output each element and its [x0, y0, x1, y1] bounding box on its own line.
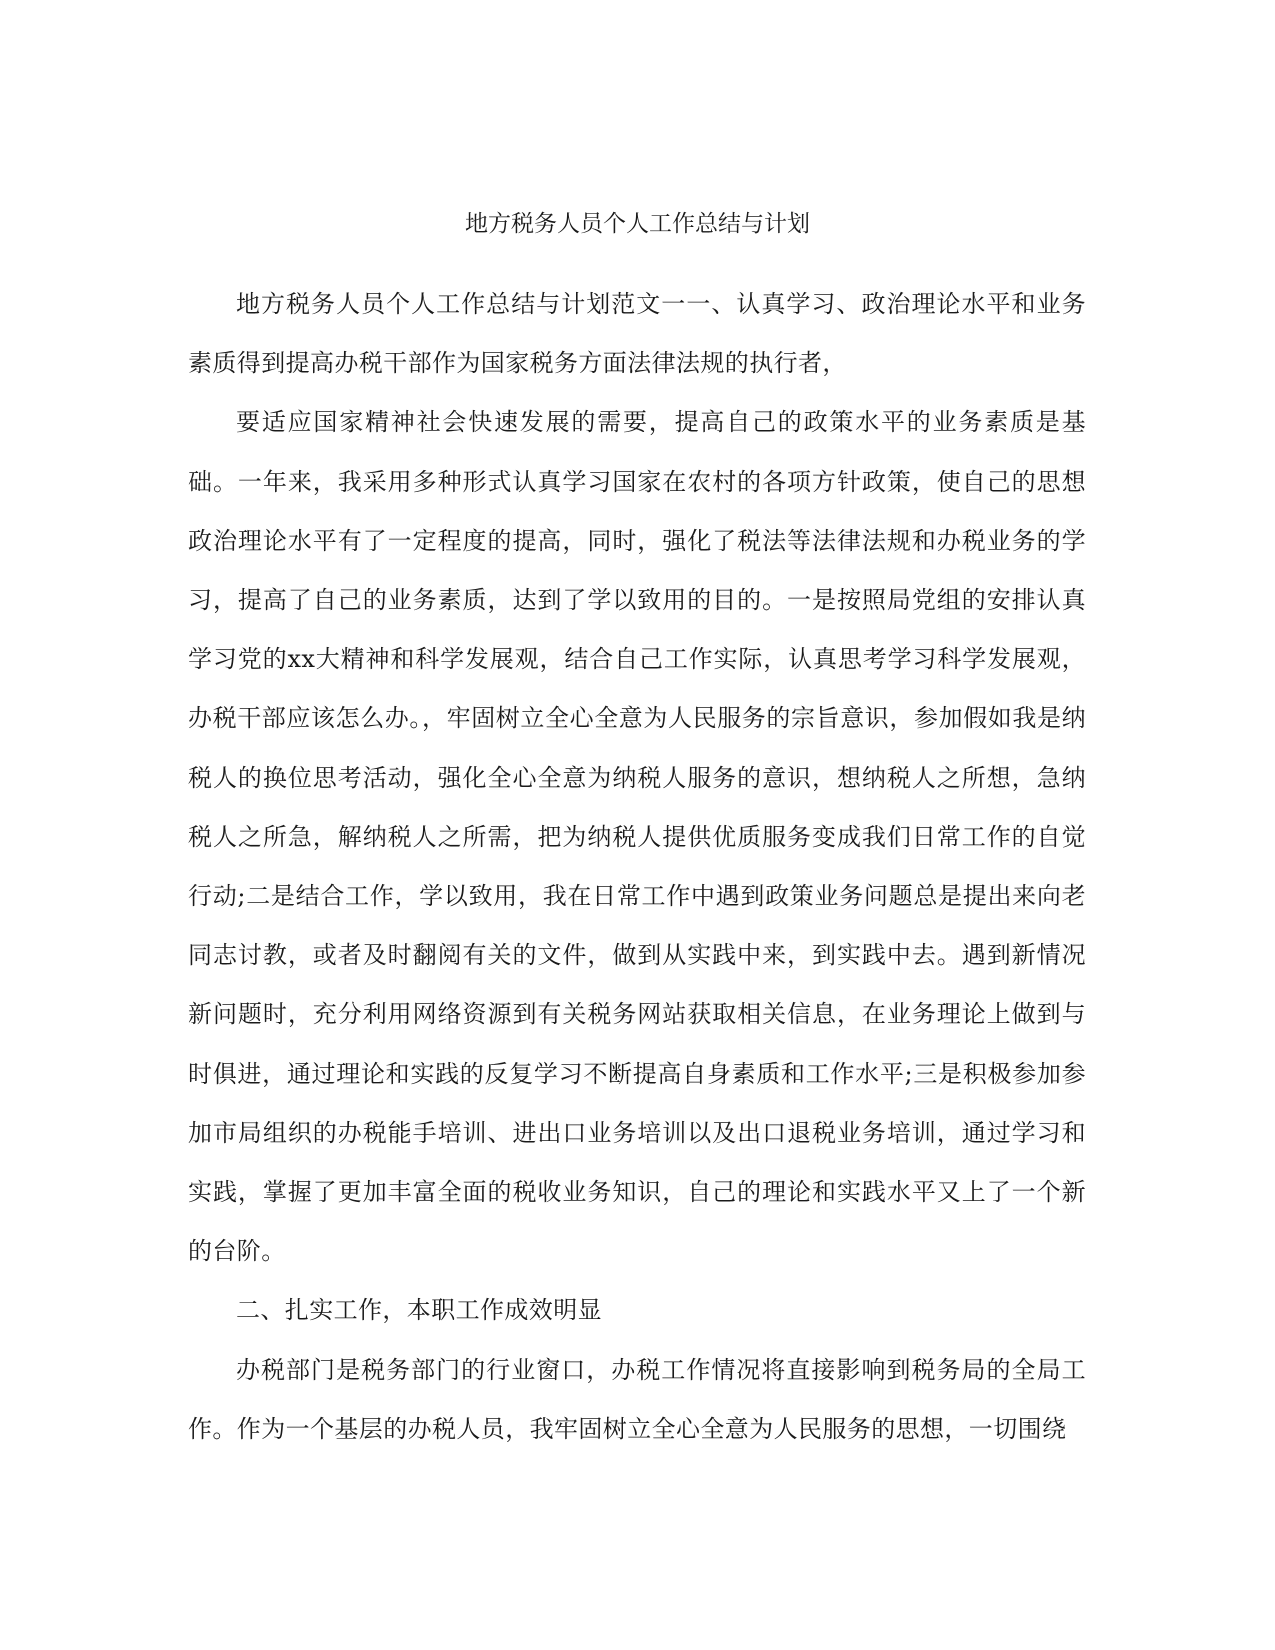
paragraph-work: 办税部门是税务部门的行业窗口，办税工作情况将直接影响到税务局的全局工作。作为一个基层的办税人员，我牢固树立全心全意为人民服务的思想，一切围绕	[188, 1355, 1086, 1443]
document-body	[188, 275, 1086, 1459]
paragraph-intro: 地方税务人员个人工作总结与计划范文一一、认真学习、政治理论水平和业务素质得到提高办税干部作为国家税务方面法律法规的执行者，	[188, 290, 1086, 378]
document-title: 地方税务人员个人工作总结与计划	[465, 211, 810, 237]
paragraph-study: 要适应国家精神社会快速发展的需要，提高自己的政策水平的业务素质是基础。一年来，我采用多种形式认真学习国家在农村的各项方针政策，使自己的思想政治理论水平有了一定程度的提高，同时，强化了税法等法律法规和办税业务的学习，提高了自己的业务素质，达到了学以致用的目的。一是按照局党组的安排认真学习党的xx大精神和科学发展观，结合自己工作实际，认真思考学习科学发展观，办税干部应该怎么办。，牢固树立全心全意为人民服务的宗旨意识，参加假如我是纳税人的换位思考活动，强化全心全意为纳税人服务的意识，想纳税人之所想，急纳税人之所急，解纳税人之所需，把为纳税人提供优质服务变成我们日常工作的自觉行动;二是结合工作，学以致用，我在日常工作中遇到政策业务问题总是提出来向老同志讨教，或者及时翻阅有关的文件，做到从实践中来，到实践中去。遇到新情况新问题时，充分利用网络资源到有关税务网站获取相关信息，在业务理论上做到与时俱进，通过理论和实践的反复学习不断提高自身素质和工作水平;三是积极参加参加市局组织的办税能手培训、进出口业务培训以及出口退税业务培训，通过学习和实践，掌握了更加丰富全面的税收业务知识，自己的理论和实践水平又上了一个新的台阶。	[188, 408, 1086, 1266]
section-heading-work: 二、扎实工作，本职工作成效明显	[236, 1296, 602, 1325]
